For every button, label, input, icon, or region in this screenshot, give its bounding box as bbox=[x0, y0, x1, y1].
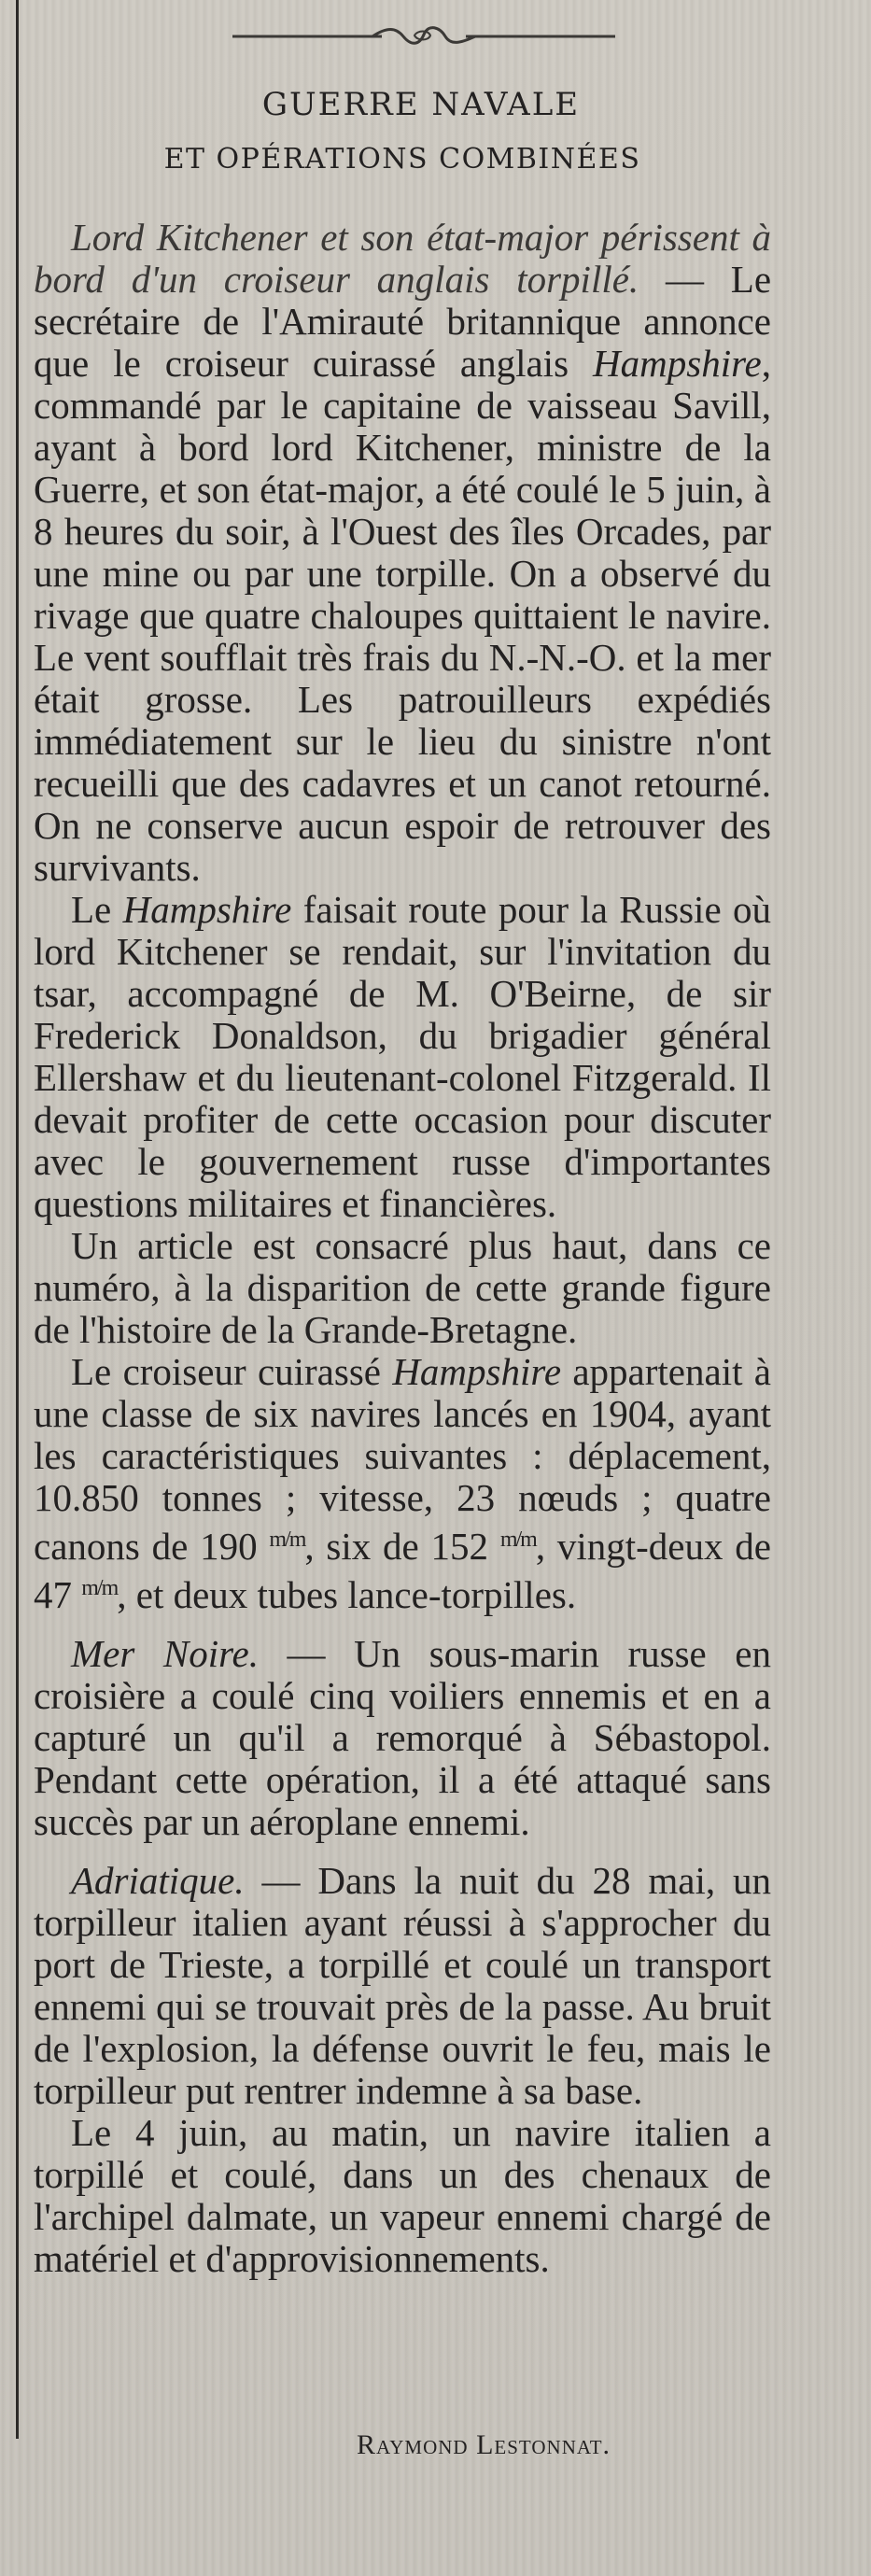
decorative-rule-icon bbox=[232, 24, 615, 45]
paragraph-text: Le croiseur cuirassé bbox=[71, 1350, 381, 1393]
paragraph-text: , commandé par le capitaine de vaisseau Savill, ayant à bord lord Kitchener, ministre de la Guerre, et son état-major, a été coulé le 5 juin, à 8 heures du soir, à l'Ouest des îles Orcades, par une mine ou par une torpille. On a observé du rivage que quatre chaloupes quittaient le navire. Le vent soufflait très frais du N.-N.-O. et la mer était grosse. Les patrouilleurs expédiés immédiatement sur le lieu du sinistre n'ont recueilli que des cadavres et un canot retourné. On ne conserve aucun espoir de retrouver des survivants. bbox=[34, 342, 771, 889]
paragraph-text: Le bbox=[71, 888, 112, 931]
paragraph bbox=[34, 889, 771, 1225]
headline: GUERRE NAVALE bbox=[261, 86, 581, 123]
unit-mm: m/m bbox=[499, 1527, 536, 1552]
section-heading: Mer Noire. bbox=[71, 1632, 259, 1675]
unit-mm: m/m bbox=[269, 1527, 305, 1552]
section-heading: Adriatique. bbox=[71, 1859, 245, 1902]
unit-mm: m/m bbox=[81, 1576, 118, 1600]
ship-name: Hampshire bbox=[593, 342, 762, 385]
paragraph-text: Un article est consacré plus haut, dans ce numéro, à la disparition de cette grande figure de l'histoire de la Grande-Bretagne. bbox=[34, 1224, 771, 1351]
paragraph-mer-noire bbox=[34, 1633, 771, 1843]
author-signature: Raymond Lestonnat. bbox=[357, 2429, 611, 2460]
paragraph bbox=[34, 1351, 771, 1616]
lead-summary: Lord Kitchener et son état-major périssent à bord d'un croiseur anglais torpillé. bbox=[34, 216, 771, 301]
paragraph-text: Le 4 juin, au matin, un navire italien a torpillé et coulé, dans un des chenaux de l'archipel dalmate, un vapeur ennemi chargé de matériel et d'approvisionnements. bbox=[34, 2111, 771, 2280]
paragraph-text: , vingt-deux de 47 bbox=[34, 1525, 771, 1616]
paragraph bbox=[34, 1225, 771, 1351]
paragraph-text: , et deux tubes lance-torpilles. bbox=[117, 1573, 577, 1616]
paragraph-text: , six de 152 bbox=[304, 1525, 489, 1568]
paragraph-text: — Dans la nuit du 28 mai, un torpilleur italien ayant réussi à s'approcher du port de Trieste, a torpillé et coulé un transport ennemi qui se trouvait près de la passe. Au bruit de l'explosion, la défense ouvrit le feu, mais le torpilleur put rentrer indemne à sa base. bbox=[34, 1859, 771, 2112]
paragraph-text: — Un sous-marin russe en croisière a coulé cinq voiliers ennemis et en a capturé un qu'il a remorqué à Sébastopol. Pendant cette opération, il a été attaqué sans succès par un aéroplane ennemi. bbox=[34, 1632, 771, 1843]
ship-name: Hampshire bbox=[122, 888, 292, 931]
article-body bbox=[34, 217, 771, 2280]
paragraph-text: appartenait à une classe de six navires lancés en 1904, ayant les caractéristiques suivantes : déplacement, 10.850 tonnes ; vitesse, 23 nœuds ; quatre canons de 190 bbox=[34, 1350, 771, 1568]
column-rule bbox=[16, 0, 19, 2439]
subheadline: ET OPÉRATIONS COMBINÉES bbox=[163, 143, 641, 176]
ship-name: Hampshire bbox=[392, 1350, 562, 1393]
paragraph bbox=[34, 2112, 771, 2280]
paragraph-text: — Le secrétaire de l'Amirauté britannique annonce que le croiseur cuirassé anglais bbox=[34, 258, 772, 385]
paragraph-adriatique bbox=[34, 1860, 771, 2112]
paragraph-lead bbox=[34, 217, 771, 889]
paragraph-text: faisait route pour la Russie où lord Kitchener se rendait, sur l'invitation du tsar, accompagné de M. O'Beirne, de sir Frederick Donaldson, du brigadier général Ellershaw et du lieutenant-colonel Fitzgerald. Il devait profiter de cette occasion pour discuter avec le gouvernement russe d'importantes questions militaires et financières. bbox=[34, 888, 772, 1225]
